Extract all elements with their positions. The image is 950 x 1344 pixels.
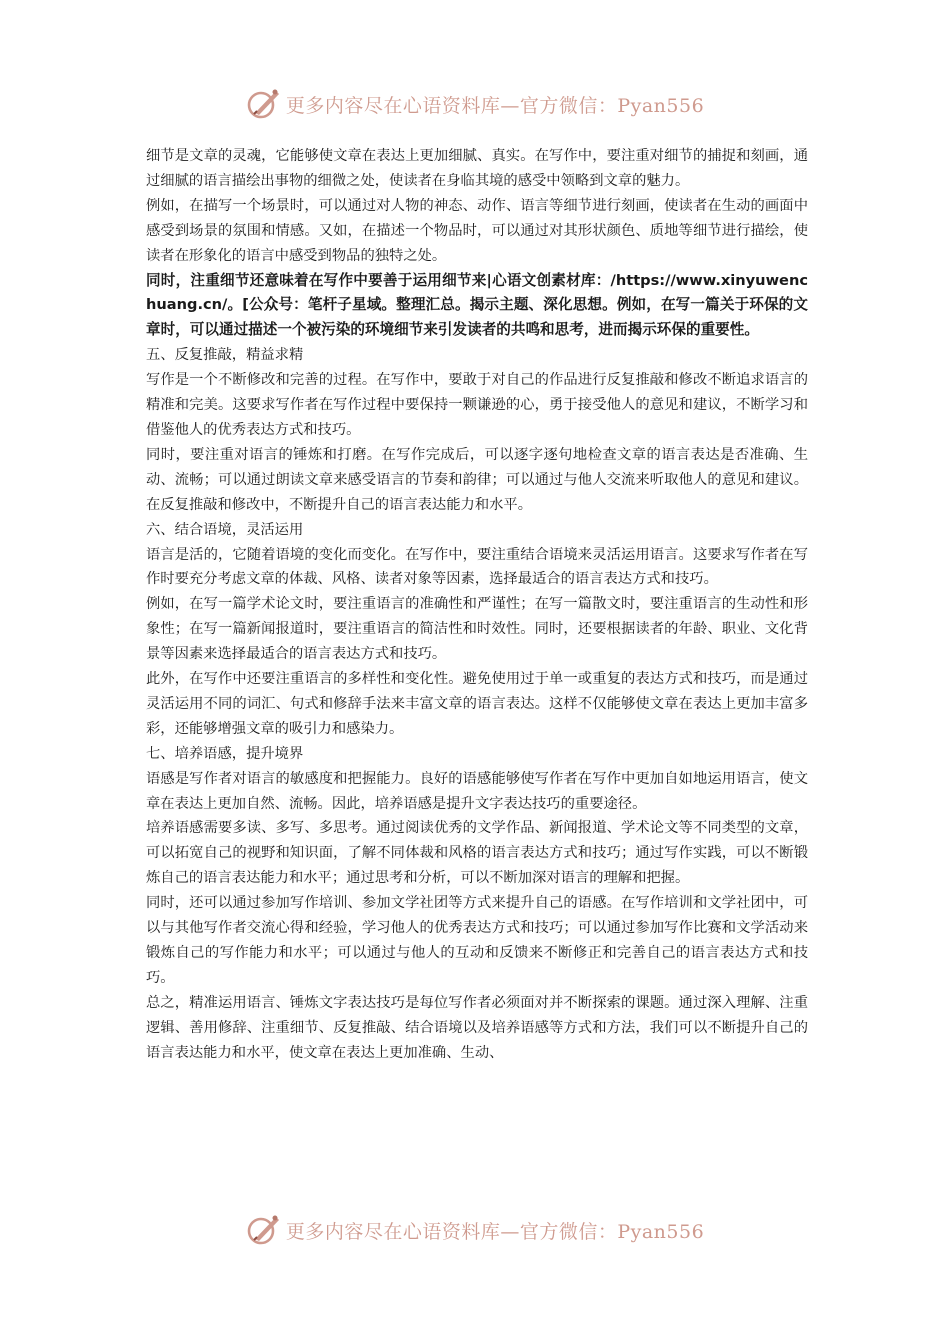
paragraph: 例如，在写一篇学术论文时，要注重语言的准确性和严谨性；在写一篇散文时，要注重语言的生动性和形象性；在写一篇新闻报道时，要注重语言的简洁性和时效性。同时，还要根据读者的年龄、职业、文化背景等因素来选择最适合的语言表达方式和技巧。 (146, 596, 808, 663)
paragraph: 培养语感需要多读、多写、多思考。通过阅读优秀的文学作品、新闻报道、学术论文等不同类型的文章，可以拓宽自己的视野和知识面，了解不同体裁和风格的语言表达方式和技巧；通过写作实践，可以不断锻炼自己的语言表达能力和水平；通过思考和分析，可以不断加深对语言的理解和把握。 (146, 820, 808, 887)
paragraph: 语感是写作者对语言的敏感度和把握能力。良好的语感能够使写作者在写作中更加自如地运用语言，使文章在表达上更加自然、流畅。因此，培养语感是提升文字表达技巧的重要途径。 (146, 770, 808, 812)
section-heading: 六、结合语境，灵活运用 (146, 521, 304, 538)
paragraph: 同时，还可以通过参加写作培训、参加文学社团等方式来提升自己的语感。在写作培训和文学社团中，可以与其他写作者交流心得和经验，学习他人的优秀表达方式和技巧；可以通过参加写作比赛和文学活动来锻炼自己的写作能力和水平；可以通过与他人的互动和反馈来不断修正和完善自己的语言表达方式和技巧。 (146, 895, 808, 986)
banner-handle: Pyan556 (617, 94, 705, 117)
paragraph: 写作是一个不断修改和完善的过程。在写作中，要敢于对自己的作品进行反复推敲和修改不断追求语言的精准和完美。这要求写作者在写作过程中要保持一颗谦逊的心，勇于接受他人的意见和建议，不断学习和借鉴他人的优秀表达方式和技巧。 (146, 372, 808, 438)
section-heading: 五、反复推敲，精益求精 (146, 347, 304, 364)
banner-text: 更多内容尽在心语资料库—官方微信： (285, 94, 618, 117)
paragraph: 此外，在写作中还要注重语言的多样性和变化性。避免使用过于单一或重复的表达方式和技巧，而是通过灵活运用不同的词汇、句式和修辞手法来丰富文章的语言表达。这样不仅能够使文章在表达上更加丰富多彩，还能够增强文章的吸引力和感染力。 (146, 671, 808, 737)
quill-logo-icon (246, 1212, 282, 1248)
banner-text: 更多内容尽在心语资料库—官方微信： (285, 1220, 618, 1243)
banner-handle: Pyan556 (617, 1220, 705, 1243)
paragraph: 语言是活的，它随着语境的变化而变化。在写作中，要注重结合语境来灵活运用语言。这要求写作者在写作时要充分考虑文章的体裁、风格、读者对象等因素，选择最适合的语言表达方式和技巧。 (146, 546, 808, 588)
section-heading: 七、培养语感，提升境界 (146, 745, 304, 762)
highlighted-paragraph: 同时，注重细节还意味着在写作中要善于运用细节来|心语文创素材库：/https://www.xinyuwenchuang.cn/。[公众号：笔杆子星域。整理汇总。揭示主题、深化思想。例如，在写一篇关于环保的文章时，可以通过描述一个被污染的环境细节来引发读者的共鸣和思考，进而揭示环保的重要性。 (146, 271, 808, 339)
paragraph: 同时，要注重对语言的锤炼和打磨。在写作完成后，可以逐字逐句地检查文章的语言表达是否准确、生动、流畅；可以通过朗读文章来感受语言的节奏和韵律；可以通过与他人交流来听取他人的意见和建议。在反复推敲和修改中，不断提升自己的语言表达能力和水平。 (146, 446, 808, 513)
paragraph: 例如，在描写一个场景时，可以通过对人物的神态、动作、语言等细节进行刻画，使读者在生动的画面中感受到场景的氛围和情感。又如，在描述一个物品时，可以通过对其形状颜色、质地等细节进行描绘，使读者在形象化的语言中感受到物品的独特之处。 (146, 197, 808, 264)
document-body (146, 144, 808, 1066)
paragraph: 细节是文章的灵魂，它能够使文章在表达上更加细腻、真实。在写作中，要注重对细节的捕捉和刻画，通过细腻的语言描绘出事物的细微之处，使读者在身临其境的感受中领略到文章的魅力。 (146, 148, 808, 189)
quill-logo-icon (246, 86, 282, 122)
footer-banner (0, 1208, 950, 1252)
paragraph: 总之，精准运用语言、锤炼文字表达技巧是每位写作者必须面对并不断探索的课题。通过深入理解、注重逻辑、善用修辞、注重细节、反复推敲、结合语境以及培养语感等方式和方法，我们可以不断提升自己的语言表达能力和水平，使文章在表达上更加准确、生动、 (146, 994, 808, 1061)
header-banner (0, 82, 950, 126)
